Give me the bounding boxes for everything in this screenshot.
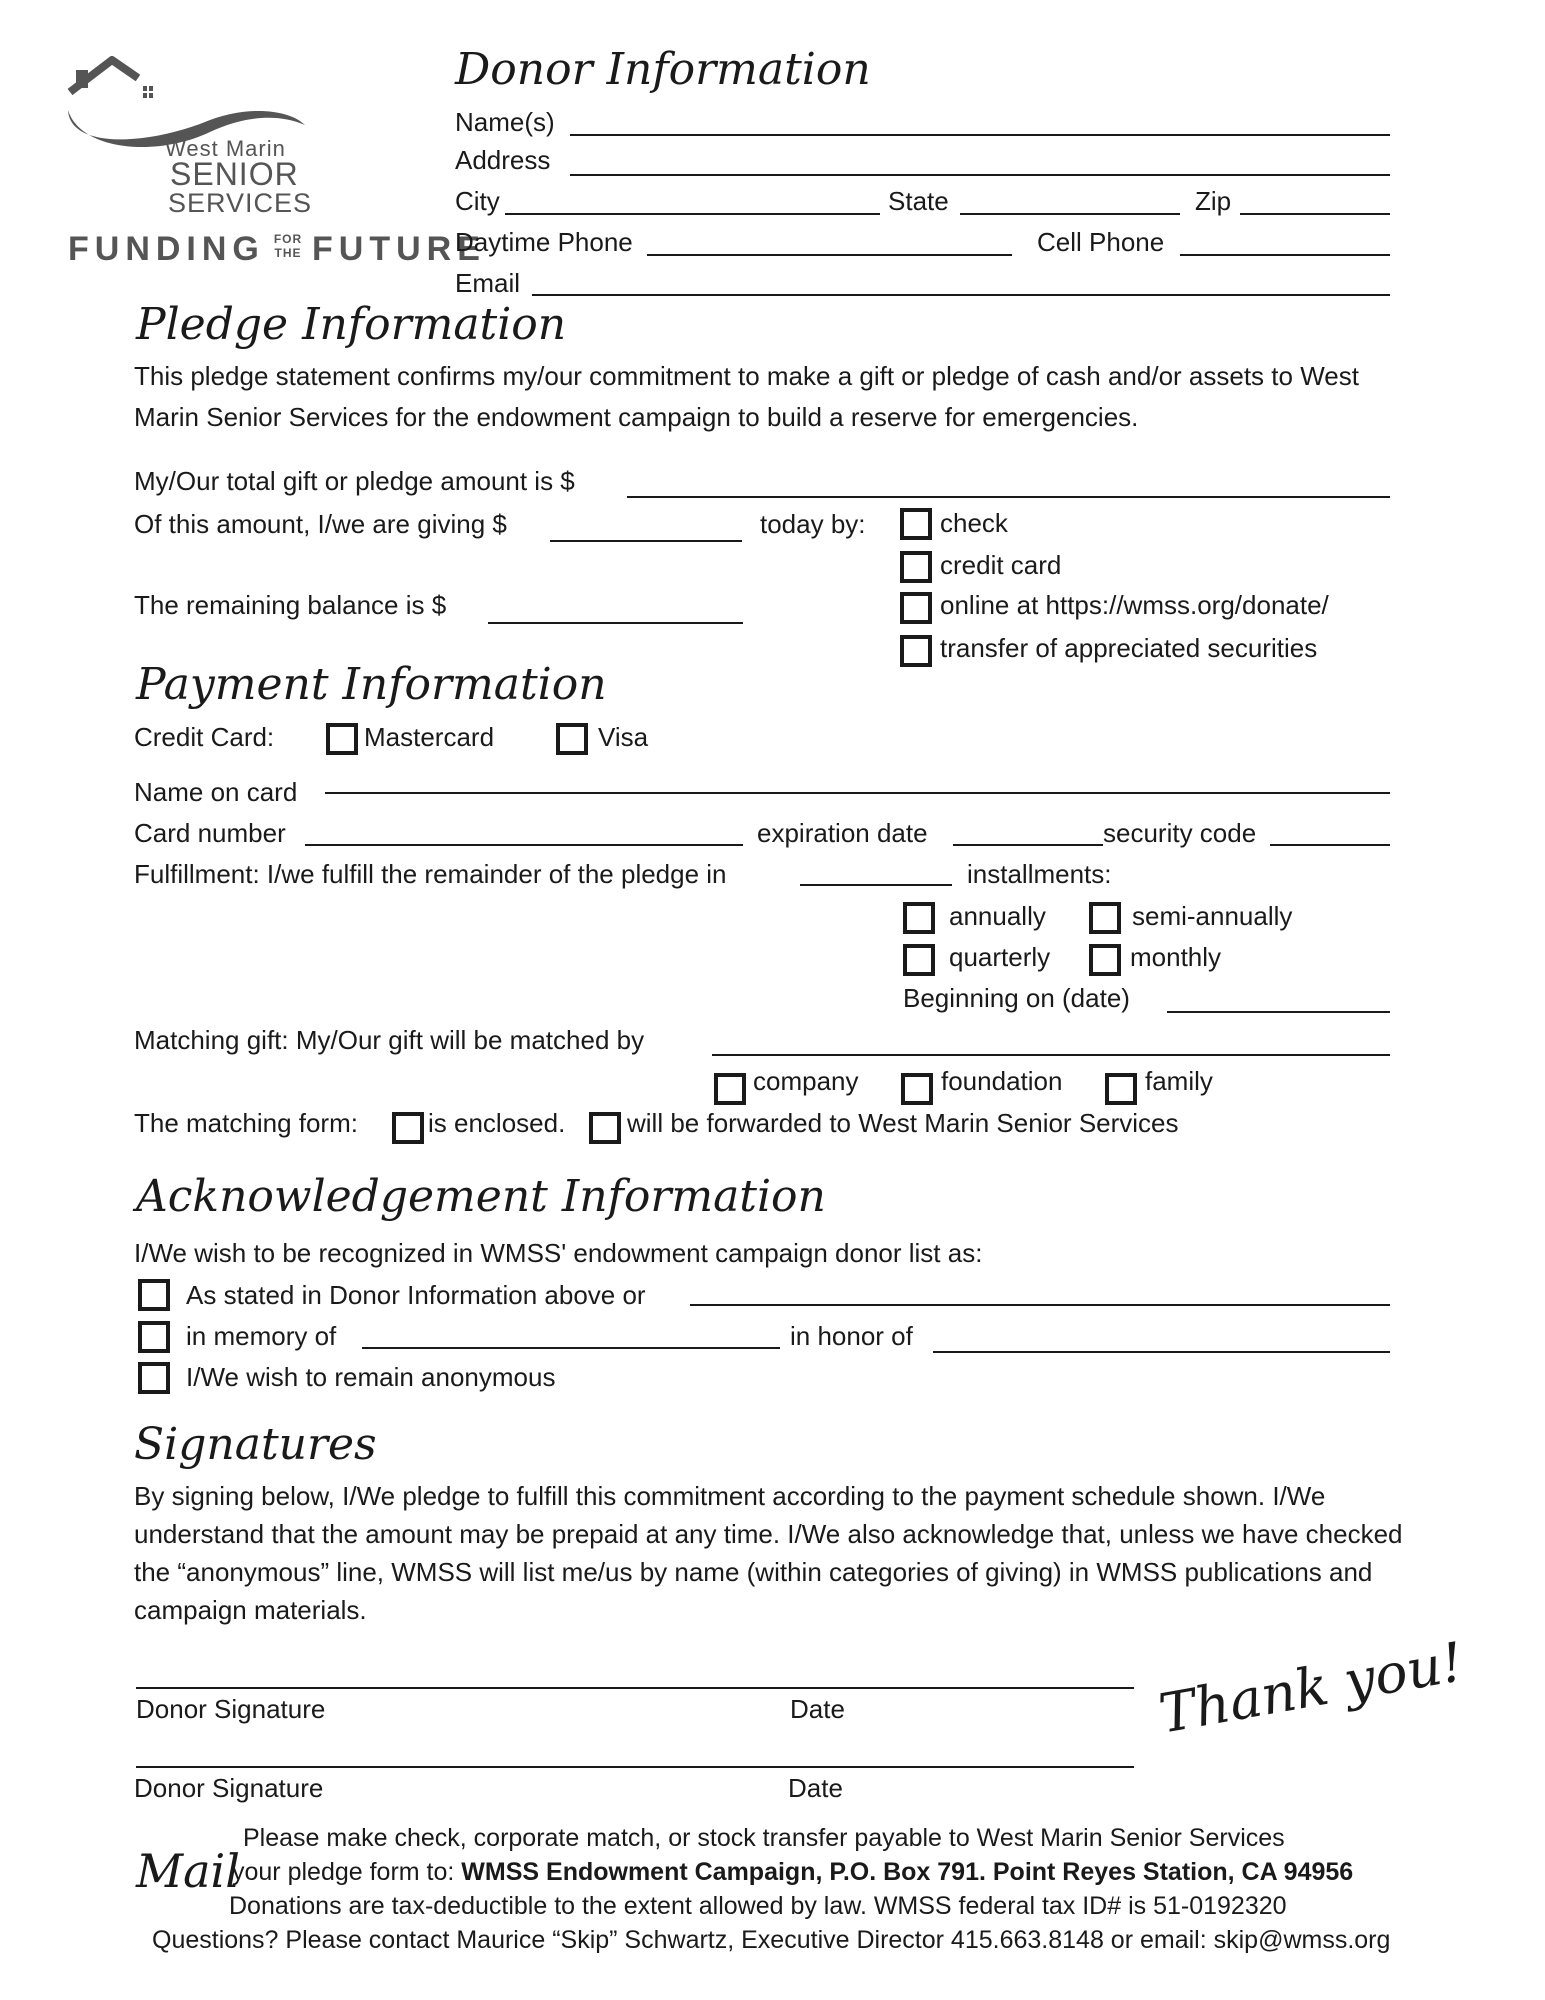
names-field[interactable] [570, 134, 1390, 136]
monthly-checkbox[interactable] [1089, 944, 1121, 976]
logo-tagline-for: FOR [273, 232, 303, 246]
address-field[interactable] [570, 174, 1390, 176]
annually-label: annually [949, 901, 1046, 931]
email-label: Email [455, 268, 521, 298]
security-code-field[interactable] [1270, 844, 1390, 846]
in-honor-label: in honor of [790, 1321, 913, 1351]
donor-signature-line-1[interactable] [136, 1687, 1134, 1689]
footer-line-3: Donations are tax-deductible to the extent allowed by law. WMSS federal tax ID# is 51-0192320 [229, 1892, 1287, 1920]
payment-heading: Payment Information [136, 659, 607, 710]
company-label: company [753, 1066, 859, 1096]
logo-org-line1: West Marin [165, 136, 286, 161]
total-amount-label: My/Our total gift or pledge amount is $ [134, 466, 575, 496]
enclosed-label: is enclosed. [428, 1108, 566, 1138]
state-label: State [888, 186, 949, 216]
online-checkbox[interactable] [900, 592, 932, 624]
logo-org-line2: SENIOR [170, 156, 299, 192]
credit-card-label: credit card [940, 550, 1062, 580]
matching-form-label: The matching form: [134, 1108, 358, 1138]
installments-count-field[interactable] [800, 884, 952, 886]
in-memory-label: in memory of [186, 1321, 337, 1351]
acknowledgement-intro: I/We wish to be recognized in WMSS' endowment campaign donor list as: [134, 1238, 983, 1268]
name-on-card-field[interactable] [325, 792, 1390, 794]
card-number-label: Card number [134, 818, 286, 848]
online-label: online at https://wmss.org/donate/ [940, 590, 1329, 620]
footer-line-2-prefix: your pledge form to: [232, 1858, 462, 1886]
giving-label: Of this amount, I/we are giving $ [134, 509, 507, 539]
donor-signature-line-2[interactable] [136, 1766, 1134, 1768]
logo-tagline-future: FUTURE [312, 230, 486, 268]
donor-heading: Donor Information [455, 44, 871, 95]
quarterly-label: quarterly [949, 942, 1051, 972]
securities-checkbox[interactable] [900, 635, 932, 667]
anonymous-checkbox[interactable] [138, 1362, 170, 1394]
forwarded-label: will be forwarded to West Marin Senior Services [627, 1108, 1179, 1138]
as-stated-checkbox[interactable] [138, 1279, 170, 1311]
pledge-heading: Pledge Information [136, 299, 567, 350]
mastercard-checkbox[interactable] [326, 723, 358, 755]
matching-gift-label: Matching gift: My/Our gift will be matched by [134, 1025, 645, 1055]
credit-card-type-label: Credit Card: [134, 722, 275, 752]
company-checkbox[interactable] [714, 1073, 746, 1105]
logo-tagline-funding: FUNDING [68, 230, 265, 268]
cell-phone-label: Cell Phone [1037, 227, 1165, 257]
footer-line-4: Questions? Please contact Maurice “Skip” Schwartz, Executive Director 415.663.8148 or email: skip@wmss.org [152, 1926, 1391, 1954]
signatures-heading: Signatures [134, 1419, 377, 1470]
installments-label: installments: [967, 859, 1112, 889]
monthly-label: monthly [1130, 942, 1222, 972]
in-memory-field[interactable] [362, 1347, 780, 1349]
footer-mailing-address: WMSS Endowment Campaign, P.O. Box 791. Point Reyes Station, CA 94956 [461, 1858, 1354, 1886]
check-checkbox[interactable] [900, 508, 932, 540]
family-checkbox[interactable] [1105, 1073, 1137, 1105]
mastercard-label: Mastercard [364, 722, 495, 752]
foundation-label: foundation [941, 1066, 1063, 1096]
pledge-statement: This pledge statement confirms my/our commitment to make a gift or pledge of cash and/or assets to West Marin Senior Services for the endowment campaign to build a reserve for emergencies. [134, 361, 1359, 432]
family-label: family [1145, 1066, 1213, 1096]
logo-tagline [68, 230, 486, 270]
logo-org-line3: SERVICES [168, 188, 313, 218]
semi-annually-checkbox[interactable] [1089, 902, 1121, 934]
footer-line-2 [232, 1857, 1353, 1887]
anonymous-label: I/We wish to remain anonymous [186, 1362, 556, 1392]
security-code-label: security code [1103, 818, 1257, 848]
visa-label: Visa [598, 722, 649, 752]
logo-tagline-the: THE [274, 246, 302, 260]
zip-label: Zip [1195, 186, 1232, 216]
state-field[interactable] [960, 213, 1180, 215]
logo-tagline-for-the [273, 232, 303, 260]
house-swoosh-icon [60, 50, 320, 150]
total-amount-field[interactable] [627, 496, 1390, 498]
expiration-label: expiration date [757, 818, 928, 848]
as-stated-label: As stated in Donor Information above or [186, 1280, 646, 1310]
remaining-field[interactable] [488, 622, 743, 624]
fulfillment-label: Fulfillment: I/we fulfill the remainder of the pledge in [134, 859, 727, 889]
matching-gift-field[interactable] [712, 1054, 1390, 1056]
city-field[interactable] [505, 213, 880, 215]
quarterly-checkbox[interactable] [903, 944, 935, 976]
check-label: check [940, 508, 1008, 538]
donor-signature-label-1: Donor Signature [136, 1694, 326, 1724]
semi-annually-label: semi-annually [1132, 901, 1293, 931]
today-by-label: today by: [760, 509, 866, 539]
footer-line-1: Please make check, corporate match, or stock transfer payable to West Marin Senior Services [243, 1824, 1285, 1852]
zip-field[interactable] [1240, 213, 1390, 215]
visa-checkbox[interactable] [556, 723, 588, 755]
email-field[interactable] [532, 294, 1390, 296]
remaining-label: The remaining balance is $ [134, 590, 447, 620]
enclosed-checkbox[interactable] [392, 1112, 424, 1144]
thank-you-text: Thank you! [1154, 1630, 1468, 1746]
mail-word: Mail [136, 1844, 240, 1898]
name-on-card-label: Name on card [134, 777, 298, 807]
foundation-checkbox[interactable] [901, 1073, 933, 1105]
credit-card-checkbox[interactable] [900, 551, 932, 583]
beginning-date-field[interactable] [1167, 1011, 1390, 1013]
signatures-paragraph: By signing below, I/We pledge to fulfill this commitment according to the payment schedule shown. I/We understand that the amount may be prepaid at any time. I/We also acknowledge that, unless we have checked the “anonymous” line, WMSS will list me/us by name (within categories of giving) in WMSS publications and campaign materials. [134, 1481, 1403, 1625]
names-label: Name(s) [455, 107, 555, 137]
as-stated-field[interactable] [690, 1304, 1390, 1306]
expiration-field[interactable] [953, 844, 1103, 846]
in-honor-field[interactable] [933, 1351, 1390, 1353]
card-number-field[interactable] [305, 844, 743, 846]
beginning-date-label: Beginning on (date) [903, 983, 1130, 1013]
giving-amount-field[interactable] [550, 540, 742, 542]
acknowledgement-heading: Acknowledgement Information [136, 1171, 826, 1222]
forwarded-checkbox[interactable] [589, 1112, 621, 1144]
daytime-phone-label: Daytime Phone [455, 227, 633, 257]
in-memory-checkbox[interactable] [138, 1321, 170, 1353]
cell-phone-field[interactable] [1180, 254, 1390, 256]
city-label: City [455, 186, 500, 216]
date-label-2: Date [788, 1773, 843, 1803]
donor-signature-label-2: Donor Signature [134, 1773, 324, 1803]
annually-checkbox[interactable] [903, 902, 935, 934]
daytime-phone-field[interactable] [647, 254, 1012, 256]
date-label-1: Date [790, 1694, 845, 1724]
securities-label: transfer of appreciated securities [940, 633, 1318, 663]
address-label: Address [455, 145, 551, 175]
